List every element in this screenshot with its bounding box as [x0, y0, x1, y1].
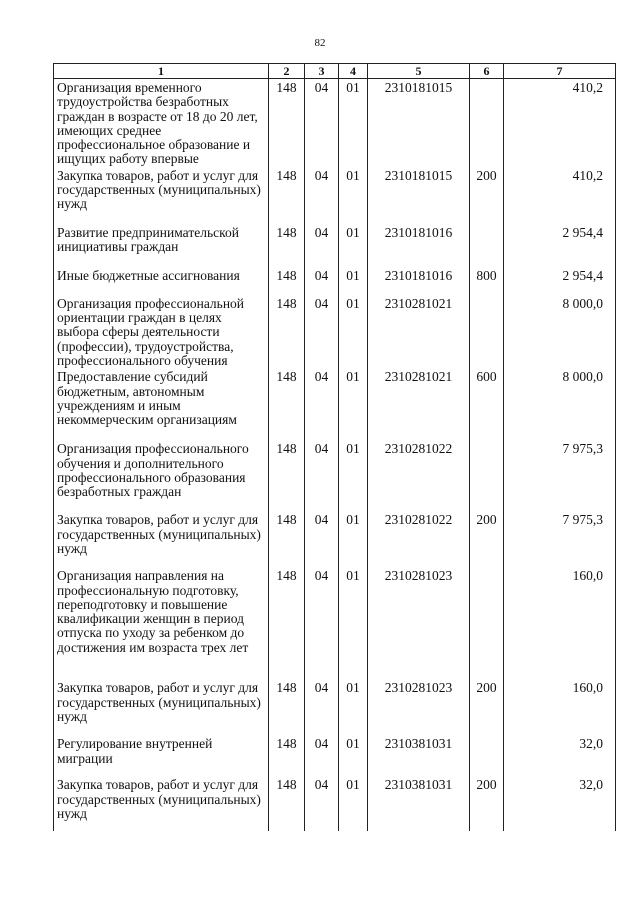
row-name: Предоставление субсидий бюджетным, автономным учреждениям и иным некоммерческим организациям [54, 368, 269, 440]
row-col-4: 01 [339, 368, 368, 440]
row-col-4: 01 [339, 735, 368, 776]
row-col-5: 2310181016 [368, 224, 470, 267]
budget-table [53, 63, 616, 831]
row-name: Регулирование внутренней миграции [54, 735, 269, 776]
row-col-2: 148 [269, 224, 305, 267]
row-name: Иные бюджетные ассигнования [54, 267, 269, 295]
row-col-2: 148 [269, 267, 305, 295]
row-col-2: 148 [269, 167, 305, 224]
header-row [54, 64, 616, 79]
row-col-5: 2310281023 [368, 679, 470, 735]
row-col-6: 200 [470, 511, 504, 567]
row-col-2: 148 [269, 511, 305, 567]
row-col-3: 04 [305, 440, 339, 511]
row-name: Организация профессионального обучения и дополнительного профессионального образования безработных граждан [54, 440, 269, 511]
table-row [54, 776, 616, 831]
row-col-5: 2310281021 [368, 295, 470, 368]
row-col-4: 01 [339, 224, 368, 267]
row-col-5: 2310381031 [368, 735, 470, 776]
table-row [54, 267, 616, 295]
row-col-3: 04 [305, 735, 339, 776]
row-col-2: 148 [269, 776, 305, 831]
row-col-7: 32,0 [504, 735, 616, 776]
row-col-2: 148 [269, 567, 305, 679]
row-col-7: 410,2 [504, 167, 616, 224]
row-col-4: 01 [339, 267, 368, 295]
header-col-5: 5 [368, 64, 470, 79]
row-col-3: 04 [305, 295, 339, 368]
row-col-6: 200 [470, 776, 504, 831]
table-row [54, 167, 616, 224]
row-col-7: 160,0 [504, 567, 616, 679]
page-number: 82 [314, 37, 326, 49]
row-col-2: 148 [269, 368, 305, 440]
row-col-6: 600 [470, 368, 504, 440]
row-col-6 [470, 440, 504, 511]
header-col-3: 3 [305, 64, 339, 79]
row-col-6 [470, 295, 504, 368]
row-col-3: 04 [305, 567, 339, 679]
header-col-1: 1 [54, 64, 269, 79]
row-col-3: 04 [305, 167, 339, 224]
row-col-4: 01 [339, 511, 368, 567]
row-col-7: 8 000,0 [504, 295, 616, 368]
row-col-6 [470, 224, 504, 267]
row-col-4: 01 [339, 679, 368, 735]
header-col-4: 4 [339, 64, 368, 79]
row-col-4: 01 [339, 440, 368, 511]
row-col-6: 800 [470, 267, 504, 295]
row-col-7: 2 954,4 [504, 224, 616, 267]
row-col-4: 01 [339, 295, 368, 368]
row-col-6 [470, 735, 504, 776]
row-col-2: 148 [269, 440, 305, 511]
row-col-6 [470, 567, 504, 679]
table-row [54, 567, 616, 679]
row-name: Закупка товаров, работ и услуг для государственных (муниципальных) нужд [54, 511, 269, 567]
row-col-5: 2310381031 [368, 776, 470, 831]
row-col-2: 148 [269, 79, 305, 167]
row-col-3: 04 [305, 511, 339, 567]
row-col-7: 160,0 [504, 679, 616, 735]
row-col-2: 148 [269, 679, 305, 735]
row-col-3: 04 [305, 776, 339, 831]
row-name: Закупка товаров, работ и услуг для государственных (муниципальных) нужд [54, 679, 269, 735]
row-name: Организация направления на профессиональную подготовку, переподготовку и повышение квалификации женщин в период отпуска по уходу за ребенком до достижения им возраста трех лет [54, 567, 269, 679]
row-col-3: 04 [305, 267, 339, 295]
row-col-4: 01 [339, 167, 368, 224]
row-col-3: 04 [305, 679, 339, 735]
table-row [54, 440, 616, 511]
row-name: Организация профессиональной ориентации граждан в целях выбора сферы деятельности (профессии), трудоустройства, профессионального обучения [54, 295, 269, 368]
row-col-4: 01 [339, 776, 368, 831]
row-col-6 [470, 79, 504, 167]
row-name: Развитие предпринимательской инициативы граждан [54, 224, 269, 267]
row-col-7: 410,2 [504, 79, 616, 167]
header-col-6: 6 [470, 64, 504, 79]
row-col-5: 2310281022 [368, 511, 470, 567]
row-col-7: 7 975,3 [504, 511, 616, 567]
row-col-5: 2310281021 [368, 368, 470, 440]
table-row [54, 295, 616, 368]
row-col-5: 2310181015 [368, 79, 470, 167]
row-name: Организация временного трудоустройства безработных граждан в возрасте от 18 до 20 лет, имеющих среднее профессиональное образование и ищущих работу впервые [54, 79, 269, 167]
row-col-7: 7 975,3 [504, 440, 616, 511]
row-name: Закупка товаров, работ и услуг для государственных (муниципальных) нужд [54, 776, 269, 831]
row-col-6: 200 [470, 679, 504, 735]
row-col-5: 2310281022 [368, 440, 470, 511]
row-col-2: 148 [269, 735, 305, 776]
row-col-3: 04 [305, 79, 339, 167]
row-col-6: 200 [470, 167, 504, 224]
table-row [54, 79, 616, 167]
row-col-4: 01 [339, 79, 368, 167]
row-col-4: 01 [339, 567, 368, 679]
header-col-7: 7 [504, 64, 616, 79]
header-col-2: 2 [269, 64, 305, 79]
table-row [54, 511, 616, 567]
row-col-7: 8 000,0 [504, 368, 616, 440]
table-row [54, 679, 616, 735]
table-row [54, 735, 616, 776]
row-col-3: 04 [305, 224, 339, 267]
row-col-7: 32,0 [504, 776, 616, 831]
row-col-5: 2310281023 [368, 567, 470, 679]
table-row [54, 224, 616, 267]
row-name: Закупка товаров, работ и услуг для государственных (муниципальных) нужд [54, 167, 269, 224]
row-col-7: 2 954,4 [504, 267, 616, 295]
row-col-5: 2310181016 [368, 267, 470, 295]
row-col-2: 148 [269, 295, 305, 368]
row-col-5: 2310181015 [368, 167, 470, 224]
table-row [54, 368, 616, 440]
row-col-3: 04 [305, 368, 339, 440]
